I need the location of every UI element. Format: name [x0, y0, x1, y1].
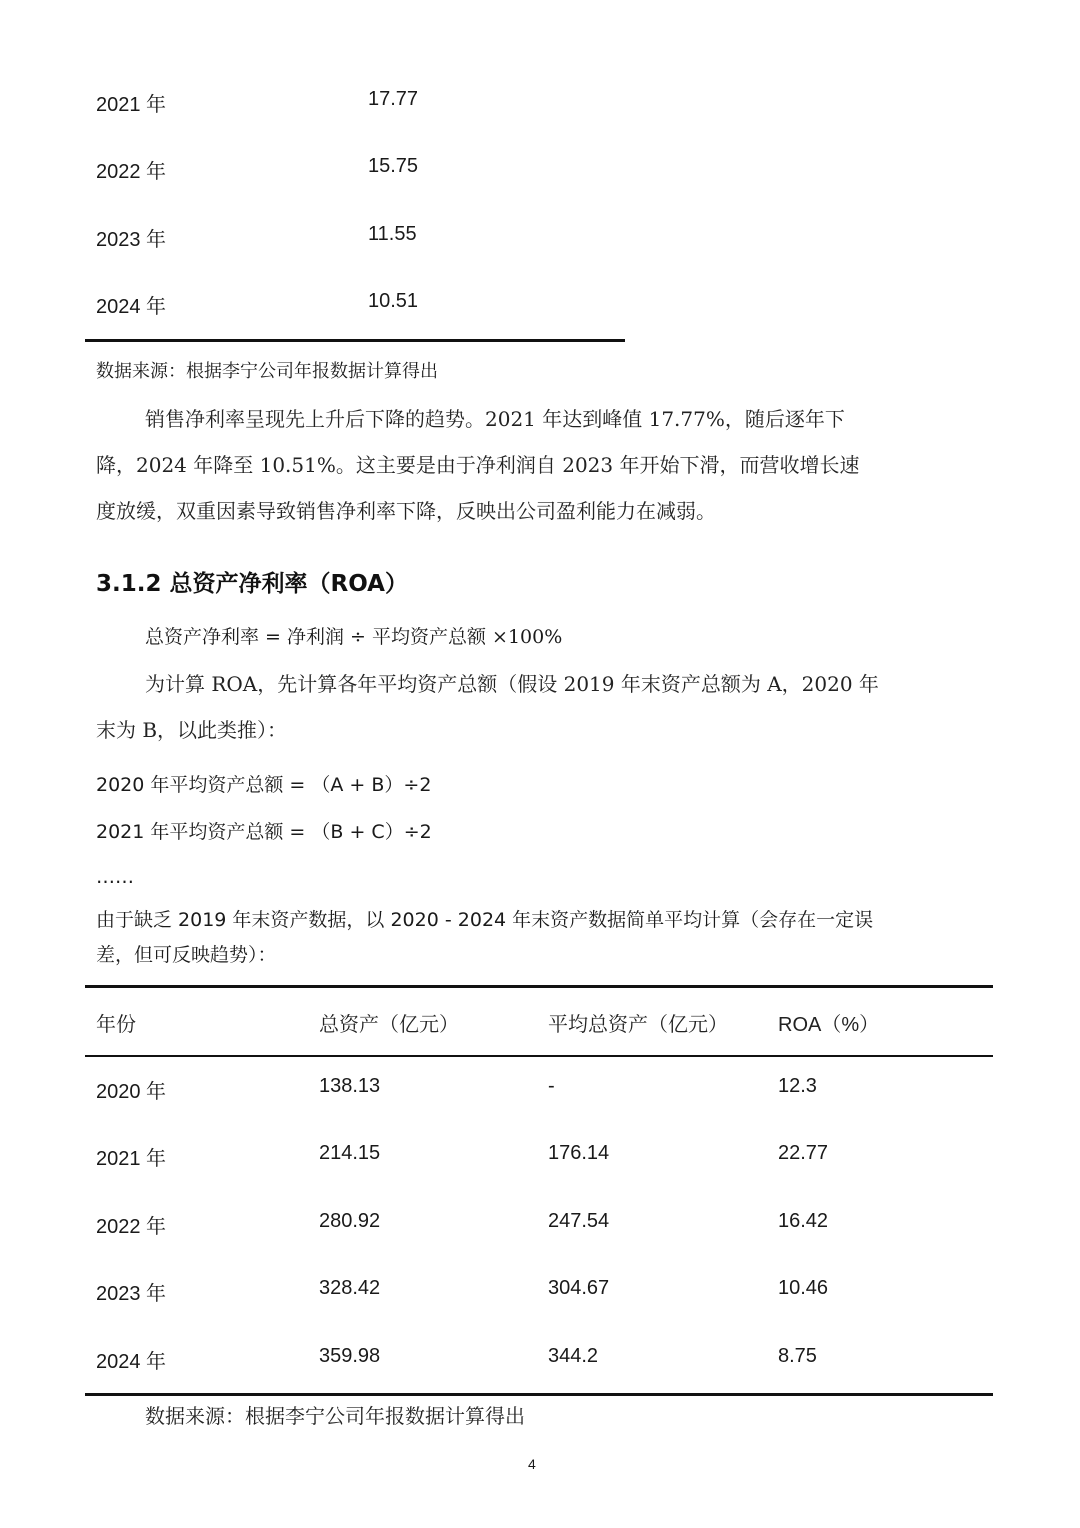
- header-cell-year: 年份: [96, 1012, 136, 1036]
- cell-total-assets: 214.15: [319, 1142, 381, 1164]
- cell-year: 2024 年: [96, 1351, 167, 1373]
- table-source-note: 数据来源：根据李宁公司年报数据计算得出: [96, 361, 438, 382]
- table-cell-value: 15.75: [368, 155, 419, 177]
- cell-roa: 16.42: [778, 1210, 829, 1232]
- table-cell-year: 2021 年: [96, 94, 167, 116]
- paragraph-line: 末为 B，以此类推）：: [96, 718, 288, 742]
- header-cell-roa: ROA（%）: [778, 1014, 880, 1036]
- cell-avg-assets: 344.2: [548, 1345, 599, 1367]
- header-cell-total-assets: 总资产（亿元）: [319, 1012, 459, 1036]
- table-cell-value: 11.55: [368, 223, 417, 245]
- calc-line: 2020 年平均资产总额 = （A + B）÷2: [96, 774, 432, 796]
- cell-total-assets: 138.13: [319, 1075, 381, 1097]
- cell-avg-assets: 247.54: [548, 1210, 610, 1232]
- table-bottom-rule: [85, 339, 625, 342]
- cell-roa: 10.46: [778, 1277, 829, 1299]
- cell-total-assets: 328.42: [319, 1277, 381, 1299]
- paragraph-line: 销售净利率呈现先上升后下降的趋势。2021 年达到峰值 17.77%，随后逐年下: [145, 407, 845, 431]
- cell-total-assets: 359.98: [319, 1345, 381, 1367]
- paragraph-line: 度放缓，双重因素导致销售净利率下降，反映出公司盈利能力在减弱。: [96, 499, 716, 523]
- note-line: 差，但可反映趋势）：: [96, 944, 277, 966]
- section-heading: 3.1.2 总资产净利率（ROA）: [96, 571, 408, 597]
- cell-year: 2021 年: [96, 1148, 167, 1170]
- table-top-rule: [85, 985, 993, 988]
- cell-year: 2022 年: [96, 1216, 167, 1238]
- paragraph-line: 为计算 ROA，先计算各年平均资产总额（假设 2019 年末资产总额为 A，2020 年: [145, 672, 879, 696]
- header-rule: [85, 1055, 993, 1057]
- table-cell-year: 2022 年: [96, 161, 167, 183]
- table-cell-year: 2023 年: [96, 229, 167, 251]
- note-line: 由于缺乏 2019 年末资产数据，以 2020 - 2024 年末资产数据简单平均计算（会存在一定误: [96, 909, 874, 931]
- table-cell-value: 17.77: [368, 88, 419, 110]
- cell-year: 2023 年: [96, 1283, 167, 1305]
- page-number: 4: [528, 1456, 536, 1472]
- table-cell-year: 2024 年: [96, 296, 167, 318]
- cell-roa: 8.75: [778, 1345, 817, 1367]
- cell-roa: 12.3: [778, 1075, 817, 1097]
- calc-line: 2021 年平均资产总额 = （B + C）÷2: [96, 821, 432, 843]
- cell-avg-assets: 176.14: [548, 1142, 610, 1164]
- roa-formula: 总资产净利率 = 净利润 ÷ 平均资产总额 ×100%: [145, 626, 563, 648]
- cell-avg-assets: 304.67: [548, 1277, 610, 1299]
- cell-year: 2020 年: [96, 1081, 167, 1103]
- cell-avg-assets: -: [548, 1075, 555, 1097]
- roa-table-source-note: 数据来源：根据李宁公司年报数据计算得出: [145, 1404, 525, 1428]
- header-cell-avg-assets: 平均总资产（亿元）: [548, 1012, 728, 1036]
- cell-total-assets: 280.92: [319, 1210, 381, 1232]
- table-cell-value: 10.51: [368, 290, 419, 312]
- calc-line: ……: [96, 866, 134, 888]
- cell-roa: 22.77: [778, 1142, 829, 1164]
- table-bottom-rule: [85, 1393, 993, 1396]
- paragraph-line: 降，2024 年降至 10.51%。这主要是由于净利润自 2023 年开始下滑，而营收增长速: [96, 453, 860, 477]
